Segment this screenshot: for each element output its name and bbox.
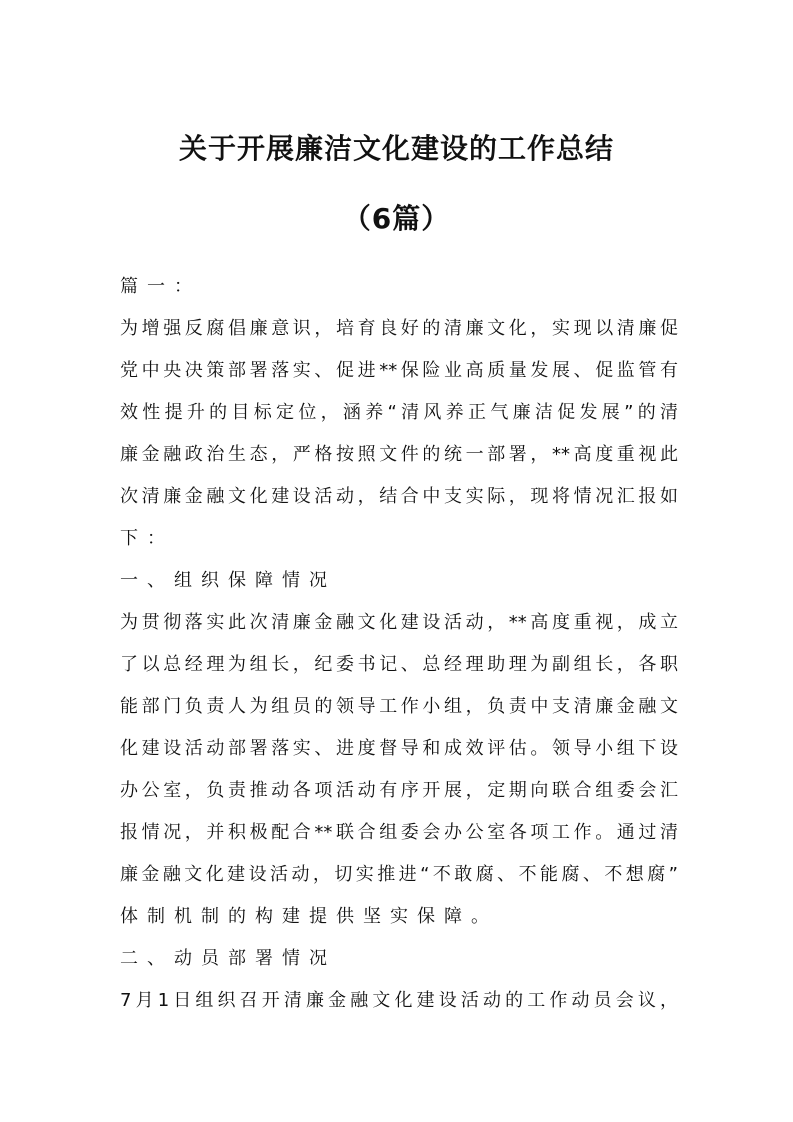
- paragraph-line: 二、动员部署情况: [120, 948, 336, 969]
- paragraph-line: 效性提升的目标定位，涵养“清风养正气廉洁促发展”的清: [120, 402, 678, 423]
- paragraph-line: 为贯彻落实此次清廉金融文化建设活动，**高度重视，成立: [120, 612, 678, 633]
- paragraph-line: 能部门负责人为组员的领导工作小组，负责中支清廉金融文: [120, 696, 678, 717]
- paragraph-line: 党中央决策部署落实、促进**保险业高质量发展、促监管有: [120, 360, 678, 381]
- paragraph-line: 次清廉金融文化建设活动，结合中支实际，现将情况汇报如: [120, 486, 678, 507]
- paragraph-line: 体制机制的构建提供坚实保障。: [120, 906, 498, 927]
- paragraph-line: 7月1日组织召开清廉金融文化建设活动的工作动员会议，: [120, 990, 678, 1011]
- paragraph-line: 为增强反腐倡廉意识，培育良好的清廉文化，实现以清廉促: [120, 318, 678, 339]
- document-title: 关于开展廉洁文化建设的工作总结: [178, 132, 614, 165]
- paragraph-line: 报情况，并积极配合**联合组委会办公室各项工作。通过清: [120, 822, 678, 843]
- document-subtitle: （6篇）: [342, 202, 451, 235]
- paragraph-line: 办公室，负责推动各项活动有序开展，定期向联合组委会汇: [120, 780, 678, 801]
- paragraph-line: 廉金融政治生态，严格按照文件的统一部署，**高度重视此: [120, 444, 678, 465]
- paragraph-line: 篇一：: [120, 276, 201, 297]
- paragraph-line: 化建设活动部署落实、进度督导和成效评估。领导小组下设: [120, 738, 678, 759]
- paragraph-line: 廉金融文化建设活动，切实推进“不敢腐、不能腐、不想腐”: [120, 864, 678, 885]
- paragraph-line: 下：: [120, 528, 174, 549]
- paragraph-line: 一、组织保障情况: [120, 570, 336, 591]
- paragraph-line: 了以总经理为组长，纪委书记、总经理助理为副组长，各职: [120, 654, 678, 675]
